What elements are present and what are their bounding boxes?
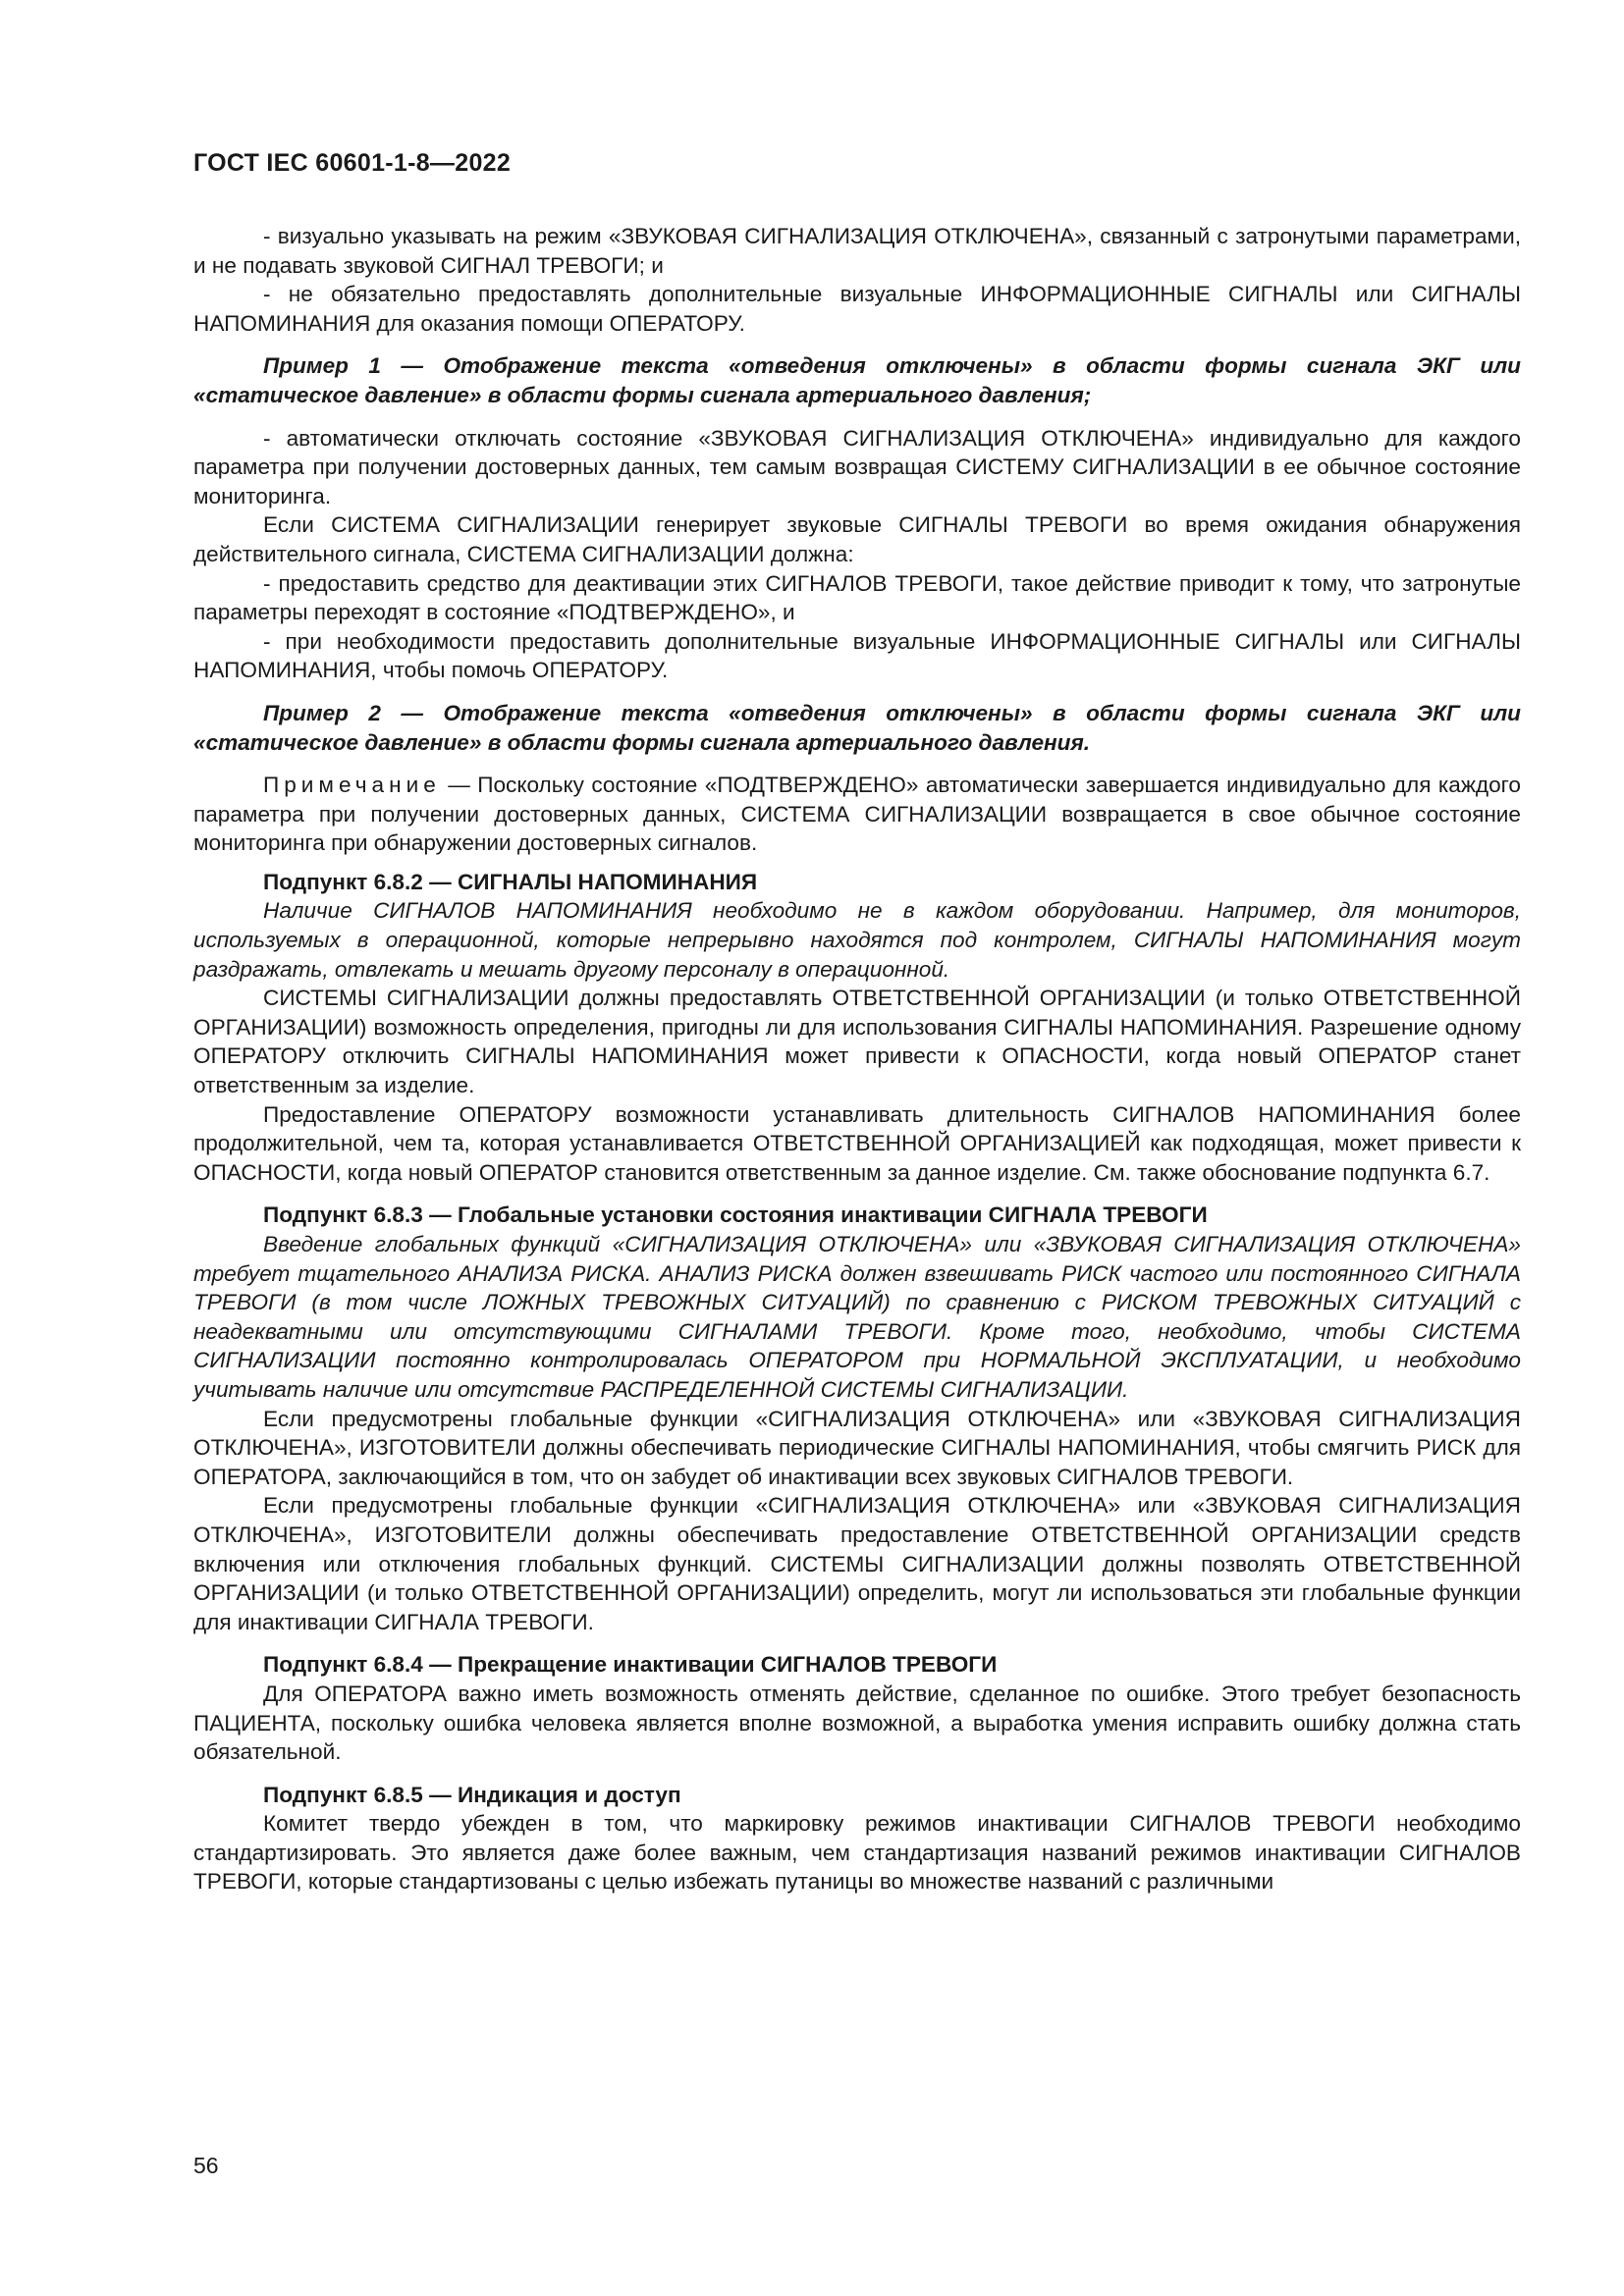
paragraph-6-8-5-1: Комитет твердо убежден в том, что маркировку режимов инактивации СИГНАЛОВ ТРЕВОГИ необходимо стандартизировать. Это является даже более важным, чем стандартизация названий режимов инактивации СИГНАЛОВ ТРЕВОГИ, которые стандартизованы с целью избежать путаницы во множестве названий с различными (193, 1811, 1521, 1895)
list-item-deactivation-means: - предоставить средство для деактивации этих СИГНАЛОВ ТРЕВОГИ, такое действие приводит к тому, что затронутые параметры переходят в состояние «ПОДТВЕРЖДЕНО», и (193, 570, 1521, 625)
paragraph-6-8-2-1: Наличие СИГНАЛОВ НАПОМИНАНИЯ необходимо не в каждом оборудовании. Например, для мониторов, используемых в операционной, которые непрерывно находятся под контролем, СИГНАЛЫ НАПОМИНАНИЯ могут раздражать, отвлекать и мешать другому персоналу в операционной. (193, 898, 1521, 982)
paragraph-6-8-2-3: Предоставление ОПЕРАТОРУ возможности устанавливать длительность СИГНАЛОВ НАПОМИНАНИЯ более продолжительной, чем та, которая устанавливается ОТВЕТСТВЕННОЙ ОРГАНИЗАЦИЕЙ как подходящая, может привести к ОПАСНОСТИ, когда новый ОПЕРАТОР становится ответственным за данное изделие. См. также обоснование подпункта 6.7. (193, 1101, 1521, 1185)
example-2: Пример 2 — Отображение текста «отведения отключены» в области формы сигнала ЭКГ или «статическое давление» в области формы сигнала артериального давления. (193, 700, 1521, 755)
heading-6-8-5: Подпункт 6.8.5 — Индикация и доступ (263, 1782, 681, 1807)
note-text: — Поскольку состояние «ПОДТВЕРЖДЕНО» автоматически завершается индивидуально для каждого параметра при получении достоверных данных, СИСТЕМА СИГНАЛИЗАЦИИ возвращается в свое обычное состояние мониторинга при обнаружении достоверных сигналов. (193, 773, 1521, 856)
paragraph-6-8-2-2: СИСТЕМЫ СИГНАЛИЗАЦИИ должны предоставлять ОТВЕТСТВЕННОЙ ОРГАНИЗАЦИИ (и только ОТВЕТСТВЕННОЙ ОРГАНИЗАЦИИ) возможность определения, пригодны ли для использования СИГНАЛЫ НАПОМИНАНИЯ. Разрешение одному ОПЕРАТОРУ отключить СИГНАЛЫ НАПОМИНАНИЯ может привести к ОПАСНОСТИ, когда новый ОПЕРАТОР станет ответственным за изделие. (193, 986, 1521, 1098)
heading-6-8-2: Подпункт 6.8.2 — СИГНАЛЫ НАПОМИНАНИЯ (263, 869, 758, 894)
example-1: Пример 1 — Отображение текста «отведения отключены» в области формы сигнала ЭКГ или «статическое давление» в области формы сигнала артериального давления; (193, 353, 1521, 407)
list-item-visual-indication: - визуально указывать на режим «ЗВУКОВАЯ СИГНАЛИЗАЦИЯ ОТКЛЮЧЕНА», связанный с затронутыми параметрами, и не подавать звуковой СИГНАЛ ТРЕВОГИ; и (193, 224, 1521, 278)
heading-6-8-3: Подпункт 6.8.3 — Глобальные установки состояния инактивации СИГНАЛА ТРЕВОГИ (263, 1202, 1208, 1228)
note-label: Примечание (263, 773, 441, 798)
heading-6-8-4: Подпункт 6.8.4 — Прекращение инактивации СИГНАЛОВ ТРЕВОГИ (263, 1652, 998, 1678)
paragraph-6-8-3-1: Введение глобальных функций «СИГНАЛИЗАЦИЯ ОТКЛЮЧЕНА» или «ЗВУКОВАЯ СИГНАЛИЗАЦИЯ ОТКЛЮЧЕНА» требует тщательного АНАЛИЗА РИСКА. АНАЛИЗ РИСКА должен взвешивать РИСК частого или постоянного СИГНАЛА ТРЕВОГИ (в том числе ЛОЖНЫХ ТРЕВОЖНЫХ СИТУАЦИЙ) по сравнению с РИСКОМ ТРЕВОЖНЫХ СИТУАЦИЙ с неадекватными или отсутствующими СИГНАЛАМИ ТРЕВОГИ. Кроме того, необходимо, чтобы СИСТЕМА СИГНАЛИЗАЦИИ постоянно контролировалась ОПЕРАТОРОМ при НОРМАЛЬНОЙ ЭКСПЛУАТАЦИИ, и необходимо учитывать наличие или отсутствие РАСПРЕДЕЛЕННОЙ СИСТЕМЫ СИГНАЛИЗАЦИИ. (193, 1232, 1521, 1402)
note (193, 771, 1521, 858)
paragraph-6-8-4-1: Для ОПЕРАТОРА важно иметь возможность отменять действие, сделанное по ошибке. Этого требует безопасность ПАЦИЕНТА, поскольку ошибка человека является вполне возможной, а выработка умения исправить ошибку должна стать обязательной. (193, 1681, 1521, 1765)
list-item-additional-visual: - при необходимости предоставить дополнительные визуальные ИНФОРМАЦИОННЫЕ СИГНАЛЫ или СИГНАЛЫ НАПОМИНАНИЯ, чтобы помочь ОПЕРАТОРУ. (193, 628, 1521, 683)
paragraph-6-8-3-2: Если предусмотрены глобальные функции «СИГНАЛИЗАЦИЯ ОТКЛЮЧЕНА» или «ЗВУКОВАЯ СИГНАЛИЗАЦИЯ ОТКЛЮЧЕНА», ИЗГОТОВИТЕЛИ должны обеспечивать периодические СИГНАЛЫ НАПОМИНАНИЯ, чтобы смягчить РИСК для ОПЕРАТОРА, заключающийся в том, что он забудет об инактивации всех звуковых СИГНАЛОВ ТРЕВОГИ. (193, 1406, 1521, 1489)
paragraph-alarm-system-audio: Если СИСТЕМА СИГНАЛИЗАЦИИ генерирует звуковые СИГНАЛЫ ТРЕВОГИ во время ожидания обнаружения действительного сигнала, СИСТЕМА СИГНАЛИЗАЦИИ должна: (193, 512, 1521, 566)
paragraph-6-8-3-3: Если предусмотрены глобальные функции «СИГНАЛИЗАЦИЯ ОТКЛЮЧЕНА» или «ЗВУКОВАЯ СИГНАЛИЗАЦИЯ ОТКЛЮЧЕНА», ИЗГОТОВИТЕЛИ должны обеспечивать предоставление ОТВЕТСТВЕННОЙ ОРГАНИЗАЦИИ средств включения или отключения глобальных функций. СИСТЕМЫ СИГНАЛИЗАЦИИ должны позволять ОТВЕТСТВЕННОЙ ОРГАНИЗАЦИИ (и только ОТВЕТСТВЕННОЙ ОРГАНИЗАЦИИ) определить, могут ли использоваться эти глобальные функции для инактивации СИГНАЛА ТРЕВОГИ. (193, 1493, 1521, 1634)
document-body (193, 222, 1521, 1896)
document-header: ГОСТ IEC 60601-1-8—2022 (193, 149, 512, 177)
page-number: 56 (193, 2153, 219, 2178)
list-item-optional-signals: - не обязательно предоставлять дополнительные визуальные ИНФОРМАЦИОННЫЕ СИГНАЛЫ или СИГНАЛЫ НАПОМИНАНИЯ для оказания помощи ОПЕРАТОРУ. (193, 282, 1521, 336)
list-item-auto-disable: - автоматически отключать состояние «ЗВУКОВАЯ СИГНАЛИЗАЦИЯ ОТКЛЮЧЕНА» индивидуально для каждого параметра при получении достоверных данных, тем самым возвращая СИСТЕМУ СИГНАЛИЗАЦИИ в ее обычное состояние мониторинга. (193, 425, 1521, 508)
